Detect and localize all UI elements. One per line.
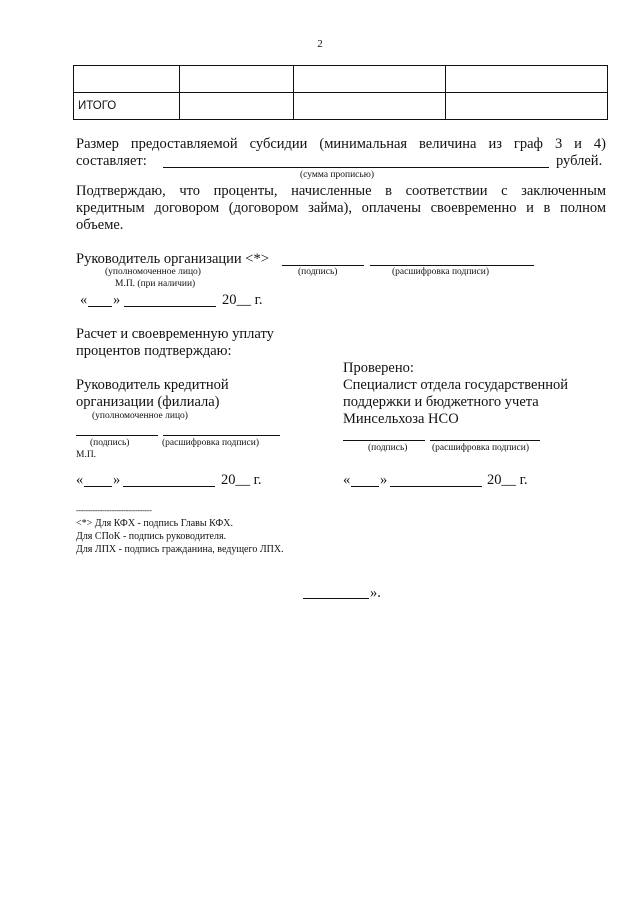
checked-date-open: « — [343, 472, 351, 488]
credit-decoding-line[interactable] — [163, 435, 280, 436]
credit-head-line1: Руководитель кредитной — [76, 377, 229, 393]
checked-decoding-line[interactable] — [430, 440, 540, 441]
totals-table — [73, 65, 608, 120]
footnote-1: <*> Для КФХ - подпись Главы КФХ. — [76, 518, 233, 529]
checked-decoding-caption: (расшифровка подписи) — [432, 443, 529, 453]
org-day-line[interactable] — [88, 306, 112, 307]
checked-signature-line[interactable] — [343, 440, 425, 441]
footnote-2: Для СПоК - подпись руководителя. — [76, 531, 227, 542]
org-decoding-line[interactable] — [370, 265, 534, 266]
subsidy-text-line1: Размер предоставляемой субсидии (минимальная величина из граф 3 и 4) — [76, 136, 606, 152]
calc-line1: Расчет и своевременную уплату — [76, 326, 274, 342]
org-date-close: » — [113, 292, 121, 308]
org-date-open: « — [80, 292, 88, 308]
table-cell — [446, 66, 608, 93]
credit-date-close: » — [113, 472, 121, 488]
table-cell — [74, 66, 180, 93]
org-authorized-caption: (уполномоченное лицо) — [105, 267, 201, 277]
confirm-line2: кредитным договором (договором займа), оплачены своевременно и в полном — [76, 200, 606, 216]
closing-quote: ». — [370, 585, 381, 601]
credit-authorized-caption: (уполномоченное лицо) — [92, 411, 188, 421]
table-cell — [180, 66, 294, 93]
table-cell — [446, 93, 608, 120]
subsidy-prefix: составляет: — [76, 153, 147, 169]
org-month-line[interactable] — [124, 306, 216, 307]
checked-line2: поддержки и бюджетного учета — [343, 394, 539, 410]
org-signature-line[interactable] — [282, 265, 364, 266]
checked-line1: Специалист отдела государственной — [343, 377, 568, 393]
credit-date-open: « — [76, 472, 84, 488]
credit-day-line[interactable] — [84, 486, 112, 487]
credit-head-line2: организации (филиала) — [76, 394, 220, 410]
org-stamp-caption: М.П. (при наличии) — [115, 279, 196, 289]
checked-label: Проверено: — [343, 360, 414, 376]
checked-line3: Минсельхоза НСО — [343, 411, 459, 427]
footnote-3: Для ЛПХ - подпись гражданина, ведущего ЛПХ. — [76, 544, 284, 555]
page-number: 2 — [317, 38, 323, 50]
checked-signature-caption: (подпись) — [368, 443, 408, 453]
confirm-line3: объеме. — [76, 217, 124, 233]
credit-stamp-caption: М.П. — [76, 450, 97, 460]
credit-signature-caption: (подпись) — [90, 438, 130, 448]
confirm-line1: Подтверждаю, что проценты, начисленные в соответствии с заключенным — [76, 183, 606, 199]
subsidy-suffix: рублей. — [556, 153, 603, 169]
table-row-total — [74, 93, 608, 120]
org-head-label: Руководитель организации <*> — [76, 251, 269, 267]
calc-line2: процентов подтверждаю: — [76, 343, 232, 359]
checked-year: 20__ г. — [487, 472, 528, 488]
table-row — [74, 66, 608, 93]
checked-date-close: » — [380, 472, 388, 488]
closing-line — [303, 598, 369, 599]
credit-year: 20__ г. — [221, 472, 262, 488]
table-cell — [294, 93, 446, 120]
table-cell — [294, 66, 446, 93]
credit-signature-line[interactable] — [76, 435, 158, 436]
amount-caption: (сумма прописью) — [300, 170, 374, 180]
org-decoding-caption: (расшифровка подписи) — [392, 267, 489, 277]
org-year: 20__ г. — [222, 292, 263, 308]
subsidy-amount-line[interactable] — [163, 167, 549, 168]
total-label-cell: ИТОГО — [74, 93, 180, 120]
table-cell — [180, 93, 294, 120]
checked-month-line[interactable] — [390, 486, 482, 487]
credit-decoding-caption: (расшифровка подписи) — [162, 438, 259, 448]
checked-day-line[interactable] — [351, 486, 379, 487]
org-signature-caption: (подпись) — [298, 267, 338, 277]
footnote-separator: -------------------------------- — [76, 506, 152, 515]
credit-month-line[interactable] — [123, 486, 215, 487]
